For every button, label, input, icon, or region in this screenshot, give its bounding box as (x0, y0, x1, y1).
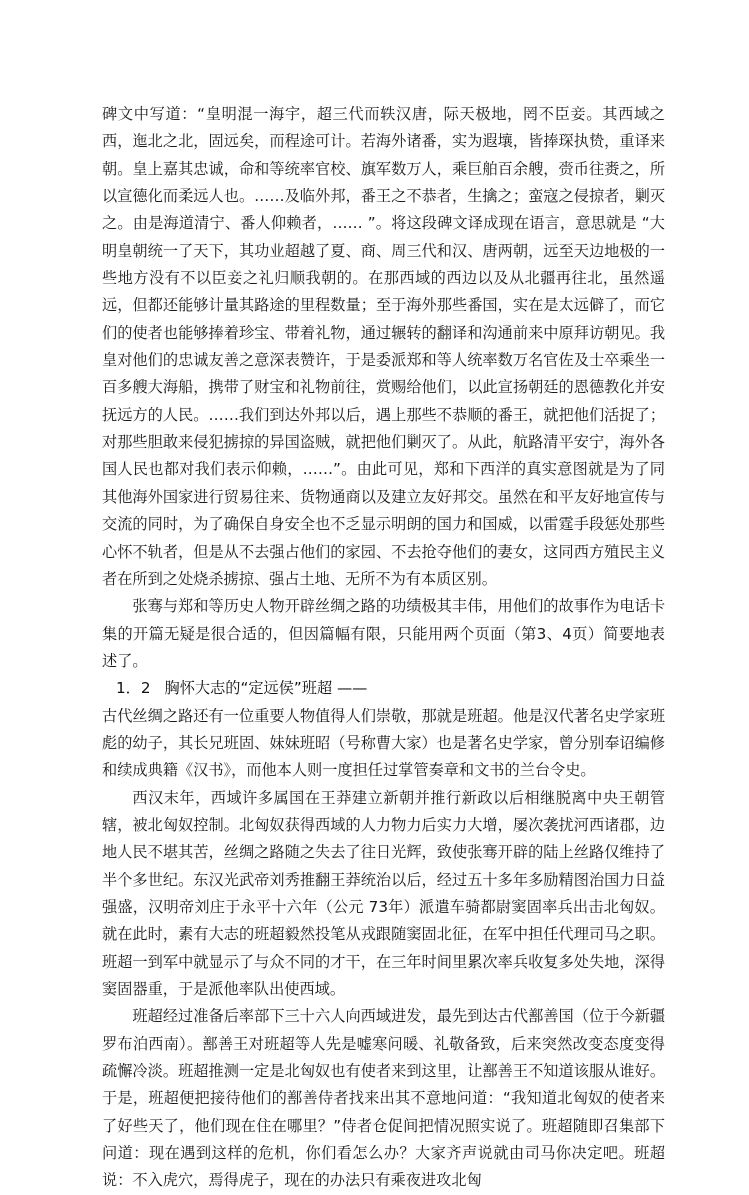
section-heading (102, 675, 665, 702)
paragraph-western-han: 西汉末年，西域许多属国在王莽建立新朝并推行新政以后相继脱离中央王朝管辖，被北匈奴控制。北匈奴获得西域的人力物力后实力大增，屡次袭扰河西诸郡，边地人民不堪其苦，丝绸之路随之失去了往日光辉，致使张骞开辟的陆上丝路仅维持了半个多世纪。东汉光武帝刘秀推翻王莽统治以后，经过五十多年多励精图治国力日益强盛，汉明帝刘庄于永平十六年（公元 73年）派遣车骑都尉窦固率兵出击北匈奴。就在此时，素有大志的班超毅然投笔从戎跟随窦固北征，在军中担任代理司马之职。班超一到军中就显示了与众不同的才干，在三年时间里累次率兵收复多处失地，深得窦固器重，于是派他率队出使西域。 (102, 788, 665, 998)
paragraph-stele-inscription: 碑文中写道：“皇明混一海宇，超三代而轶汉唐，际天极地，罔不臣妾。其西域之西，迤北之北，固远矣，而程途可计。若海外诸番，实为遐壤，皆捧琛执贽，重译来朝。皇上嘉其忠诚，命和等统率官校、旗军数万人，乘巨舶百余艘，赍币往赉之，所以宣德化而柔远人也。……及临外邦，番王之不恭者，生擒之；蛮寇之侵掠者，剿灭之。由是海道清宁、番人仰赖者，…… ”。将这段碑文译成现在语言，意思就是 “大明皇朝统一了天下，其功业超越了夏、商、周三代和汉、唐两朝，远至天边地极的一些地方没有不以臣妾之礼归顺我朝的。在那西域的西边以及从北疆再往北，虽然遥远，但都还能够计量其路途的里程数量；至于海外那些番国，实在是太远僻了，而它们的使者也能够捧着珍宝、带着礼物，通过辗转的翻译和沟通前来中原拜访朝见。我皇对他们的忠诚友善之意深表赞许，于是委派郑和等人统率数万名官佐及士卒乘坐一百多艘大海船，携带了财宝和礼物前往，赏赐给他们，以此宣扬朝廷的恩德教化并安抚远方的人民。……我们到达外邦以后，遇上那些不恭顺的番王，就把他们活捉了；对那些胆敢来侵犯掳掠的异国盗贼，就把他们剿灭了。从此，航路清平安宁，海外各国人民也都对我们表示仰赖，……”。由此可见，郑和下西洋的真实意图就是为了同其他海外国家进行贸易往来、货物通商以及建立友好邦交。虽然在和平友好地宣传与交流的同时，为了确保自身安全也不乏显示明朗的国力和国威，以雷霆手段惩处那些心怀不轨者，但是从不去强占他们的家园、不去抢夺他们的妻女，这同西方殖民主义者在所到之处烧杀掳掠、强占土地、无所不为有本质区别。 (102, 105, 665, 588)
paragraph-shanshan: 班超经过准备后率部下三十六人向西域进发，最先到达古代鄯善国（位于今新疆罗布泊西南）。鄯善王对班超等人先是嘘寒问暖、礼敬备致，后来突然改变态度变得疏懈冷淡。班超推测一定是北匈奴也有使者来到这里，让鄯善王不知道该服从谁好。于是，班超便把接待他们的鄯善侍者找来出其不意地问道：“我知道北匈奴的使者来了好些天了，他们现在住在哪里？”侍者仓促间把情况照实说了。班超随即召集部下问道：现在遇到这样的危机，你们看怎么办？大家齐声说就由司马你决定吧。班超说：不入虎穴，焉得虎子，现在的办法只有乘夜进攻北匈 (102, 1007, 665, 1190)
document-body (102, 101, 665, 1195)
paragraph-summary: 张骞与郑和等历史人物开辟丝绸之路的功绩极其丰伟，用他们的故事作为电话卡集的开篇无疑是很合适的，但因篇幅有限，只能用两个页面（第3、4页）简要地表述了。 (102, 597, 665, 670)
section-number: 1．2 (116, 679, 151, 698)
paragraph-ban-chao-intro: 古代丝绸之路还有一位重要人物值得人们崇敬，那就是班超。他是汉代著名史学家班彪的幼子，其长兄班固、妹妹班昭（号称曹大家）也是著名史学家，曾分别奉诏编修和续成典籍《汉书》，而他本人则一度担任过掌管奏章和文书的兰台令史。 (102, 706, 665, 780)
section-title: 胸怀大志的“定远侯”班超 —— (164, 679, 368, 698)
